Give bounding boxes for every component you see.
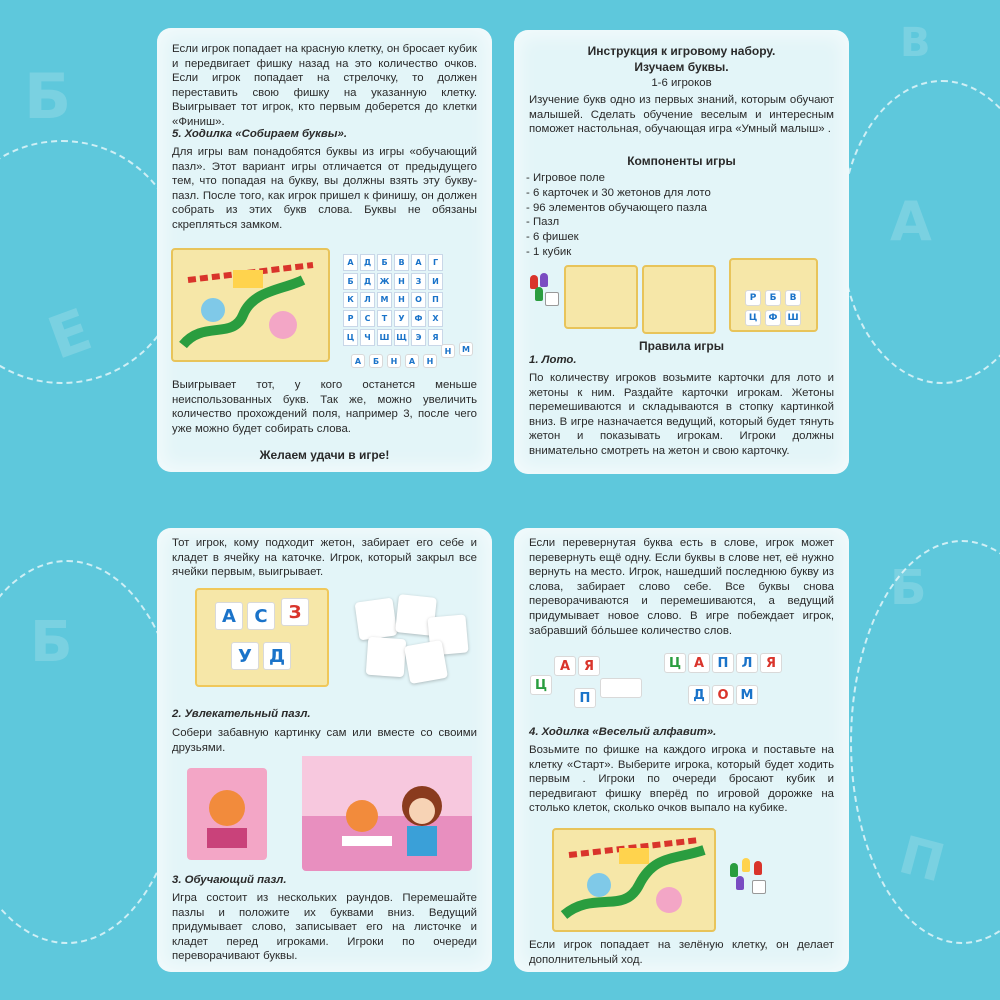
players-count: 1-6 игроков bbox=[651, 77, 712, 89]
decor-letter: Е bbox=[39, 295, 101, 373]
letter-tile: А bbox=[405, 354, 419, 368]
letter-tile: Я bbox=[760, 653, 782, 673]
paragraph: Тот игрок, кому подходит жетон, забирает его себе и кладет в ячейку на каточке. Игрок, который закрыл все ячейки первым, выигрывает. bbox=[172, 537, 477, 579]
section-heading: Компоненты игры bbox=[627, 154, 736, 168]
letter-tile: Д bbox=[263, 642, 291, 670]
letter-tile: Н bbox=[423, 354, 437, 368]
decor-letter: Б bbox=[24, 60, 72, 133]
paragraph: Возьмите по фишке на каждого игрока и поставьте на клетку «Старт». Выберите игрока, который будет ходить первым . Игроки по очереди бросают кубик и передвигают фишку вперёд по игровой дорожке на столько клеток, сколько очков выпало на кубике. bbox=[529, 744, 834, 815]
letter-tile: Я bbox=[578, 656, 600, 676]
closing-wish: Желаем удачи в игре! bbox=[259, 448, 390, 462]
page-title: Инструкция к игровому набору. bbox=[587, 44, 776, 58]
letter-tile: П bbox=[574, 688, 596, 708]
list-item: - 1 кубик bbox=[526, 245, 572, 258]
list-item: - 96 элементов обучающего пазла bbox=[526, 201, 707, 214]
list-item: - 6 фишек bbox=[526, 231, 579, 244]
list-item: - Пазл bbox=[526, 216, 560, 229]
instruction-page-1 bbox=[157, 28, 492, 472]
letter-tile: Н bbox=[441, 344, 455, 358]
section-heading: Правила игры bbox=[639, 339, 724, 353]
paragraph: Изучение букв одно из первых знаний, которым обучают малышей. Сделать обучение веселым и интересным поможет настольная, обучающая игра «Умный малыш» . bbox=[529, 94, 834, 136]
lotto-card-image bbox=[642, 265, 716, 334]
section-heading: 3. Обучающий пазл. bbox=[172, 874, 287, 886]
section-heading: 4. Ходилка «Веселый алфавит». bbox=[529, 726, 717, 738]
letter-tile: Ц bbox=[664, 653, 686, 673]
letter-tile: Ц bbox=[745, 310, 761, 326]
decor-letter: А bbox=[890, 190, 932, 253]
paragraph: Игра состоит из нескольких раундов. Перемешайте пазлы и положите их буквами вниз. Ведущий придумывает слово, записывает его на листочке и кладет перед игроками. Игроки по очереди переворачивают буквы. bbox=[172, 892, 477, 963]
paragraph: Собери забавную картинку сам или вместе со своими друзьями. bbox=[172, 727, 477, 754]
lotto-card-image bbox=[195, 588, 329, 687]
pawn-icon bbox=[540, 273, 548, 287]
game-board-image bbox=[552, 828, 716, 932]
components-list bbox=[526, 171, 837, 260]
letter-tile: О bbox=[712, 685, 734, 705]
letter-tile: Р bbox=[745, 290, 761, 306]
letter-tile: П bbox=[712, 653, 734, 673]
section-heading: 1. Лото. bbox=[529, 354, 577, 366]
letter-tile: А bbox=[688, 653, 710, 673]
decor-letter: В bbox=[900, 20, 931, 66]
letter-tile: А bbox=[554, 656, 576, 676]
letter-tile: М bbox=[459, 342, 473, 356]
instruction-page-2 bbox=[514, 30, 849, 474]
pawn-icon bbox=[742, 858, 750, 872]
letter-tile: Ц bbox=[530, 675, 552, 695]
letter-tile: Н bbox=[387, 354, 401, 368]
letter-tile: Б bbox=[765, 290, 781, 306]
letter-tile: Б bbox=[369, 354, 383, 368]
page-subtitle: Изучаем буквы. bbox=[634, 60, 729, 74]
letter-tile: А bbox=[215, 602, 243, 630]
dashed-path bbox=[840, 80, 1000, 384]
list-item: - Игровое поле bbox=[526, 172, 605, 184]
lotto-card-stack-image bbox=[729, 258, 818, 332]
paragraph: Для игры вам понадобятся буквы из игры «обучающий пазл». Этот вариант игры отличается от предыдущего тем, что попадая на букву, вы должны взять эту букву-пазл. После того, как игрок пришел к финишу, он должен собрать из этих букв слова. Буквы не обязаны скрепляться замком. bbox=[172, 146, 477, 231]
paragraph: По количеству игроков возьмите карточки для лото и жетоны к ним. Раздайте карточки игрокам. Жетоны перемешиваются и складываются в стопку картинкой вниз. В игре назначается ведущий, который будет тянуть жетон и показывать игрокам. Игроки должны внимательно смотреть на жетон и свою карточку. bbox=[529, 372, 834, 457]
die-icon bbox=[545, 292, 559, 306]
list-item: - 6 карточек и 30 жетонов для лото bbox=[526, 186, 711, 199]
decor-letter: Б bbox=[890, 560, 927, 616]
letter-tile: Д bbox=[688, 685, 710, 705]
pawn-icon bbox=[736, 876, 744, 890]
game-board-image bbox=[171, 248, 330, 362]
letter-tile: Ш bbox=[785, 310, 801, 326]
assembled-puzzle-image bbox=[302, 756, 472, 871]
instruction-page-3 bbox=[157, 528, 492, 972]
paragraph: Если игрок попадает на красную клетку, он бросает кубик и передвигает фишку назад на это количество очков. Если игрок попадает на стрелочку, то должен переставить свою фишку на указанную клетку. Выигрывает тот игрок, кто первым доберется до клетки «Финиш». bbox=[172, 43, 477, 128]
letter-tile: С bbox=[247, 602, 275, 630]
section-heading: 5. Ходилка «Собираем буквы». bbox=[172, 128, 348, 140]
puzzle-pieces-image bbox=[187, 768, 267, 860]
lotto-card-image bbox=[564, 265, 638, 329]
letter-tile: В bbox=[785, 290, 801, 306]
letter-tile: Ф bbox=[765, 310, 781, 326]
letter-tile: М bbox=[736, 685, 758, 705]
letter-tile: Л bbox=[736, 653, 758, 673]
paragraph: Если игрок попадает на зелёную клетку, он делает дополнительный ход. bbox=[529, 939, 834, 966]
paragraph: Если перевернутая буква есть в слове, игрок может перевернуть ещё одну. Если буквы в слове нет, её нужно вернуть на место. Игрок, нашедший последнюю букву из слова, забирает слово себе. Все буквы снова переворачиваются и перемешиваются, а ведущий придумывает новое слово. В игре побеждает игрок, забравший бо́льшее количество слов. bbox=[529, 537, 834, 637]
paragraph: Выигрывает тот, у кого останется меньше неиспользованных букв. Так же, можно увеличить количество прохождений поля, например 3, после чего уже можно будет собирать слова. bbox=[172, 379, 477, 435]
blank-tile bbox=[600, 678, 642, 698]
decor-letter: П bbox=[892, 825, 951, 895]
dashed-path bbox=[850, 540, 1000, 944]
die-icon bbox=[752, 880, 766, 894]
letter-tile: А bbox=[351, 354, 365, 368]
pawn-icon bbox=[730, 863, 738, 877]
pawn-icon bbox=[535, 287, 543, 301]
letter-cards-image: А Д Б В А Г Б Д Ж Н З И К Л М Н О П Р С Т У Ф Х Ц Ч Ш Щ Э Я bbox=[343, 254, 443, 346]
section-heading: 2. Увлекательный пазл. bbox=[172, 708, 311, 720]
decor-letter: Б bbox=[30, 610, 73, 675]
instruction-page-4 bbox=[514, 528, 849, 972]
letter-tile: З bbox=[281, 598, 309, 626]
letter-tile: У bbox=[231, 642, 259, 670]
pawn-icon bbox=[754, 861, 762, 875]
